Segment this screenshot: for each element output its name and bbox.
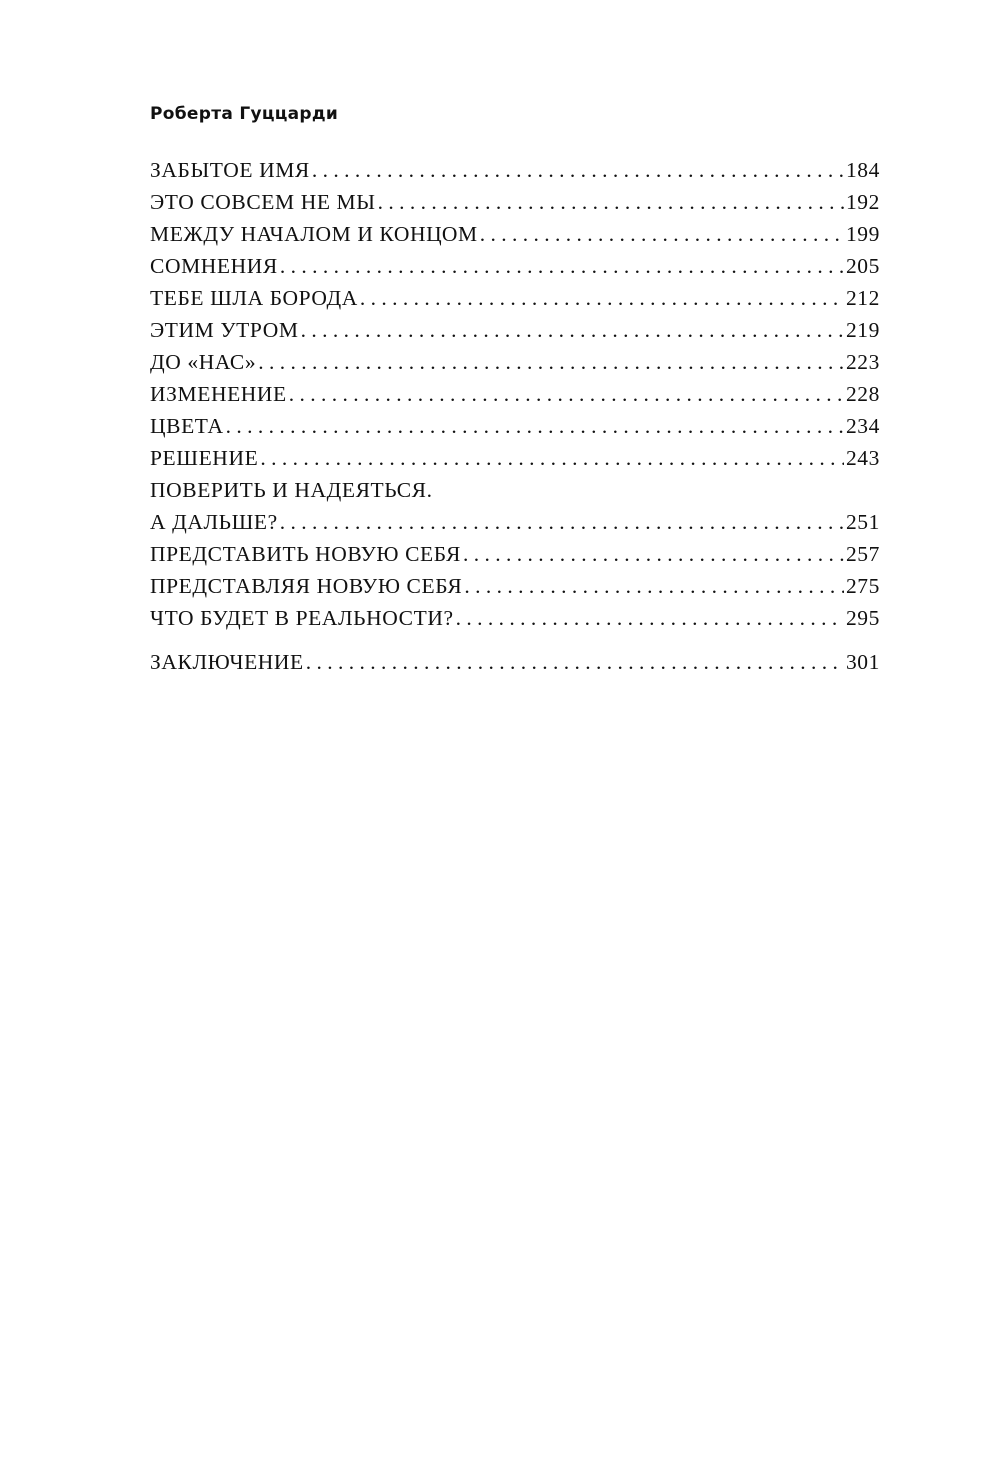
toc-entry-title: ЗАКЛЮЧЕНИЕ — [150, 650, 304, 674]
toc-entry-page: 301 — [845, 650, 880, 674]
toc-entry-title: ЭТО СОВСЕМ НЕ МЫ — [150, 190, 376, 214]
toc-entry-page: 205 — [845, 254, 880, 278]
toc-entry-page: 234 — [845, 414, 880, 438]
toc-entry-title: ПРЕДСТАВИТЬ НОВУЮ СЕБЯ — [150, 542, 461, 566]
dot-leader — [260, 442, 844, 474]
toc-entry — [150, 538, 880, 570]
dot-leader — [280, 506, 844, 538]
toc-entry — [150, 186, 880, 218]
toc-entry-page: 212 — [845, 286, 880, 310]
toc-entry-page: 184 — [845, 158, 880, 182]
toc-entry-title: РЕШЕНИЕ — [150, 446, 259, 470]
toc-entry-page: 251 — [845, 510, 880, 534]
toc-entry-page: 275 — [845, 574, 880, 598]
dot-leader — [226, 410, 844, 442]
table-of-contents — [150, 154, 880, 678]
toc-entry-title: ЦВЕТА — [150, 414, 224, 438]
toc-entry — [150, 378, 880, 410]
toc-entry — [150, 346, 880, 378]
toc-entry-title: ЭТИМ УТРОМ — [150, 318, 299, 342]
toc-entry-title: ДО «НАС» — [150, 350, 257, 374]
dot-leader — [463, 538, 844, 570]
toc-entry-page: 223 — [845, 350, 880, 374]
dot-leader — [480, 218, 844, 250]
dot-leader — [280, 250, 844, 282]
toc-entry-page: 295 — [845, 606, 880, 630]
toc-entry — [150, 570, 880, 602]
toc-entry-title: МЕЖДУ НАЧАЛОМ И КОНЦОМ — [150, 222, 478, 246]
toc-entry — [150, 506, 880, 538]
toc-entry-title: ИЗМЕНЕНИЕ — [150, 382, 287, 406]
toc-entry-title: ПРЕДСТАВЛЯЯ НОВУЮ СЕБЯ — [150, 574, 463, 598]
toc-entry-page: 192 — [845, 190, 880, 214]
toc-entry — [150, 646, 880, 678]
toc-entry — [150, 602, 880, 634]
dot-leader — [258, 346, 844, 378]
running-header-author: Роберта Гуццарди — [150, 104, 339, 124]
toc-entry — [150, 154, 880, 186]
toc-entry — [150, 282, 880, 314]
dot-leader — [378, 186, 844, 218]
toc-entry-title: ЧТО БУДЕТ В РЕАЛЬНОСТИ? — [150, 606, 454, 630]
toc-entry-page: 228 — [845, 382, 880, 406]
toc-entry-title: ТЕБЕ ШЛА БОРОДА — [150, 286, 358, 310]
toc-entry-title: ЗАБЫТОЕ ИМЯ — [150, 158, 310, 182]
dot-leader — [360, 282, 844, 314]
toc-entry-title-first-line — [150, 474, 880, 506]
toc-entry-title: ПОВЕРИТЬ И НАДЕЯТЬСЯ. — [150, 478, 433, 502]
toc-entry-page: 243 — [845, 446, 880, 470]
toc-entry — [150, 250, 880, 282]
dot-leader — [306, 646, 844, 678]
toc-entry-title: СОМНЕНИЯ — [150, 254, 278, 278]
dot-leader — [464, 570, 844, 602]
toc-entry-title: А ДАЛЬШЕ? — [150, 510, 278, 534]
toc-entry — [150, 218, 880, 250]
toc-entry-page: 219 — [845, 318, 880, 342]
toc-entry — [150, 410, 880, 442]
dot-leader — [312, 154, 844, 186]
toc-entry — [150, 314, 880, 346]
toc-entry-page: 199 — [845, 222, 880, 246]
dot-leader — [289, 378, 844, 410]
toc-entry — [150, 442, 880, 474]
dot-leader — [301, 314, 844, 346]
dot-leader — [456, 602, 844, 634]
toc-entry-page: 257 — [845, 542, 880, 566]
